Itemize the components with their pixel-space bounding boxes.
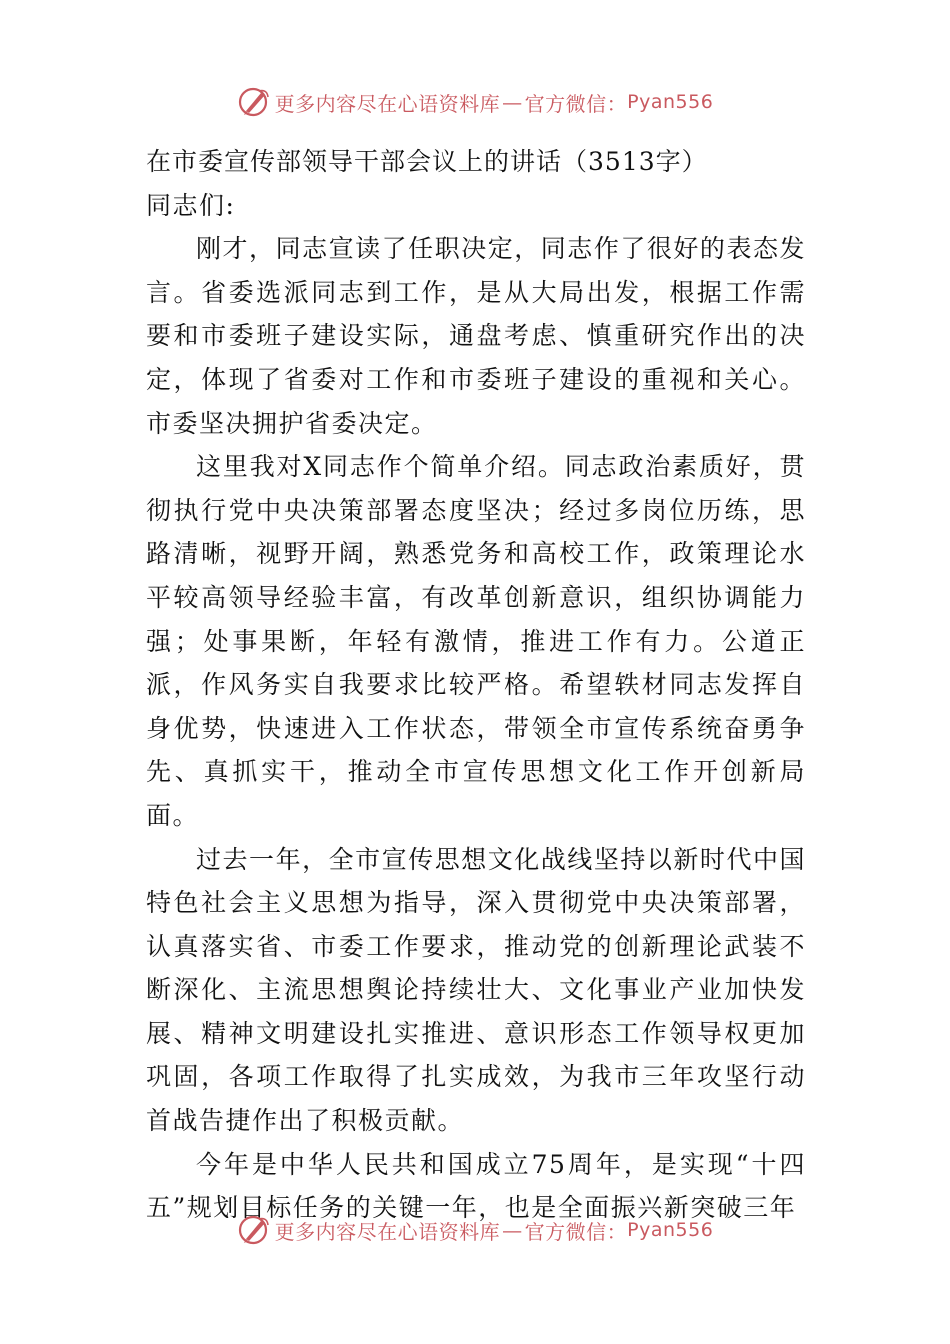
watermark-text: 更多内容尽在心语资料库 (274, 1219, 501, 1244)
document-title: 在市委宣传部领导干部会议上的讲话（3513字） (146, 147, 708, 176)
header-watermark (0, 82, 950, 122)
watermark-label: 官方微信： (524, 91, 628, 116)
footer-watermark (0, 1210, 950, 1250)
pen-logo-icon (237, 1213, 271, 1247)
paragraph: 刚才，同志宣读了任职决定，同志作了很好的表态发言。省委选派同志到工作，是从大局出发，根据工作需要和市委班子建设实际，通盘考虑、慎重研究作出的决定，体现了省委对工作和市委班子建设的重视和关心。市委坚决拥护省委决定。 (146, 234, 806, 438)
salutation: 同志们: (146, 190, 236, 220)
document-body (146, 140, 806, 1230)
paragraph: 今年是中华人民共和国成立75周年，是实现“十四五”规划目标任务的关键一年，也是全面振兴新突破三年 (146, 1149, 806, 1223)
watermark-id: Pyan556 (627, 1219, 714, 1241)
pen-logo-icon (237, 85, 271, 119)
watermark-id: Pyan556 (627, 91, 714, 113)
watermark-separator: — (502, 1218, 523, 1242)
watermark-text: 更多内容尽在心语资料库 (274, 91, 501, 116)
paragraph: 过去一年，全市宣传思想文化战线坚持以新时代中国特色社会主义思想为指导，深入贯彻党中央决策部署，认真落实省、市委工作要求，推动党的创新理论武装不断深化、主流思想舆论持续壮大、文化事业产业加快发展、精神文明建设扎实推进、意识形态工作领导权更加巩固，各项工作取得了扎实成效，为我市三年攻坚行动首战告捷作出了积极贡献。 (146, 844, 806, 1136)
watermark-label: 官方微信： (524, 1219, 628, 1244)
watermark-separator: — (502, 90, 523, 114)
paragraph: 这里我对X同志作个简单介绍。同志政治素质好，贯彻执行党中央决策部署态度坚决；经过多岗位历练，思路清晰，视野开阔，熟悉党务和高校工作，政策理论水平较高领导经验丰富，有改革创新意识，组织协调能力强；处事果断，年轻有激情，推进工作有力。公道正派，作风务实自我要求比较严格。希望轶材同志发挥自身优势，快速进入工作状态，带领全市宣传系统奋勇争先、真抓实干，推动全市宣传思想文化工作开创新局面。 (146, 452, 806, 830)
